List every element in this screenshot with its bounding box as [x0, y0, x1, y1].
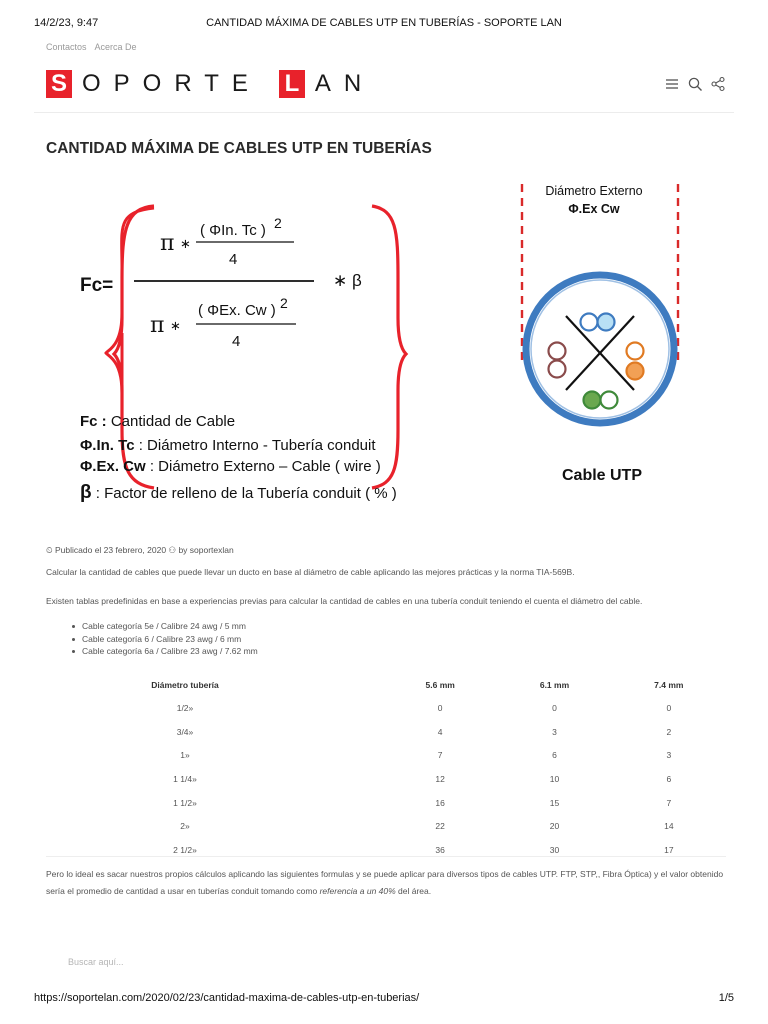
capacity-table: [46, 674, 726, 862]
list-item: Cable categoría 6a / Calibre 23 awg / 7.62 mm: [82, 646, 258, 656]
logo-initial-l: L: [279, 70, 305, 98]
table-cell: 7: [666, 797, 672, 808]
table-header-7-4: 7.4 mm: [654, 680, 684, 690]
conclusion-emphasis: referencia a un 40%: [319, 886, 396, 896]
table-cell: 0: [437, 702, 443, 713]
table-cell: 4: [437, 726, 443, 737]
left-bracket: [106, 208, 154, 393]
table-cell: 20: [549, 821, 560, 832]
numerator-expr: ( ΦIn. Tc ): [200, 222, 266, 239]
table-cell: 22: [435, 821, 445, 832]
table-cell: 3/4»: [176, 726, 194, 737]
table-cell: 10: [549, 773, 560, 784]
table-cell: 0: [666, 702, 672, 713]
menu-icon[interactable]: [664, 76, 680, 92]
table-row: [46, 767, 726, 791]
table-cell: 2»: [180, 821, 190, 832]
logo-word-lan: AN: [314, 70, 375, 97]
right-bracket-arc: [372, 206, 406, 488]
logo-initial-s: S: [46, 70, 72, 98]
share-icon[interactable]: [710, 76, 726, 92]
numerator-divisor: 4: [229, 251, 238, 268]
numerator-exponent: 2: [274, 215, 282, 231]
table-header-diameter: Diámetro tubería: [151, 680, 219, 690]
conclusion-end: del área.: [395, 886, 432, 896]
pair-green-2: [601, 392, 618, 409]
pair-blue-2: [598, 314, 615, 331]
table-cell: 0: [552, 702, 557, 713]
page-title: CANTIDAD MÁXIMA DE CABLES UTP EN TUBERÍAS: [46, 140, 432, 157]
table-cell: 1 1/4»: [173, 773, 197, 784]
post-author[interactable]: by soportexlan: [178, 545, 234, 555]
table-cell: 15: [549, 797, 560, 808]
table-cell: 6: [666, 773, 672, 784]
legend-beta: [80, 482, 397, 503]
table-row: [46, 720, 726, 744]
legend-in-tc-desc: : Diámetro Interno - Tubería conduit: [134, 437, 376, 454]
pair-blue-1: [581, 314, 598, 331]
table-header-5-6: 5.6 mm: [425, 680, 455, 690]
paragraph-conclusion: [46, 866, 726, 900]
table-row: [46, 791, 726, 815]
clock-icon: ⏲: [46, 545, 53, 555]
print-title: CANTIDAD MÁXIMA DE CABLES UTP EN TUBERÍAS - SOPORTE LAN: [206, 17, 562, 29]
table-cell: 2 1/2»: [173, 844, 197, 855]
diameter-label: Diámetro Externo: [545, 184, 643, 198]
list-item: Cable categoría 5e / Calibre 24 awg / 5 mm: [82, 620, 258, 633]
pair-orange-2: [627, 363, 644, 380]
pair-green-1: [584, 392, 601, 409]
table-cell: 6: [552, 750, 557, 761]
legend-beta-symbol: β: [80, 482, 92, 503]
table-cell: 1 1/2»: [173, 797, 197, 808]
table-row: [46, 743, 726, 767]
table-cell: 7: [437, 750, 443, 761]
nav-link-contactos[interactable]: Contactos: [46, 42, 87, 52]
paragraph-intro: Calcular la cantidad de cables que puede llevar un ducto en base al diámetro de cable aplicando las mejores prácticas y la norma TIA-569B.: [46, 567, 575, 577]
list-item: Cable categoría 6 / Calibre 23 awg / 6 mm: [82, 633, 258, 646]
times-bottom: ∗: [170, 318, 181, 333]
table-cell: 16: [435, 797, 445, 808]
post-date: Publicado el 23 febrero, 2020: [55, 545, 167, 555]
table-cell: 30: [549, 844, 560, 855]
post-meta: [46, 545, 234, 556]
table-cell: 1»: [180, 750, 190, 761]
times-top: ∗: [180, 236, 191, 251]
header-divider: [34, 112, 734, 113]
print-url: https://soportelan.com/2020/02/23/cantidad-maxima-de-cables-utp-en-tuberias/: [34, 992, 420, 1004]
cable-list: [82, 620, 258, 658]
table-cell: 17: [664, 844, 674, 855]
legend-ex-cw-symbol: Φ.Ex. Cw: [80, 458, 146, 475]
pair-brown-1: [549, 343, 566, 360]
diameter-symbol: Φ.Ex Cw: [568, 202, 620, 216]
table-bottom-border: [46, 856, 726, 857]
formula-figure: [46, 168, 726, 508]
pair-brown-2: [549, 361, 566, 378]
table-cell: 36: [435, 844, 445, 855]
legend-fc-desc: Cantidad de Cable: [106, 413, 236, 430]
legend-ex-cw: [80, 458, 381, 475]
denominator-expr: ( ΦEx. Cw ): [198, 302, 276, 319]
pi-symbol-bottom: π: [150, 313, 165, 338]
table-cell: 2: [666, 726, 672, 737]
print-date: 14/2/23, 9:47: [34, 17, 99, 29]
legend-in-tc: [80, 437, 376, 454]
fc-label: Fc=: [80, 275, 114, 296]
table-cell: 12: [435, 773, 445, 784]
table-cell: 3: [666, 750, 672, 761]
legend-beta-desc: : Factor de relleno de la Tubería conduit ( % ): [91, 485, 397, 502]
pi-symbol-top: π: [160, 231, 175, 256]
conclusion-text: Pero lo ideal es sacar nuestros propios cálculos aplicando las siguientes formulas y se puede aplicar para diversos tipos de cables UTP. FTP, STP,, Fibra Óptica) y el valor obtenido sería el promedio de cantidad a usar en tuberías conduit tomando como: [46, 869, 724, 896]
pair-orange-1: [627, 343, 644, 360]
header-icons: [664, 76, 726, 92]
legend-fc-symbol: Fc :: [80, 413, 107, 430]
table-cell: 1/2»: [176, 702, 194, 713]
table-row: [46, 696, 726, 720]
table-cell: 14: [664, 821, 674, 832]
table-row: [46, 838, 726, 862]
search-icon[interactable]: [687, 76, 703, 92]
site-logo[interactable]: [46, 70, 374, 98]
denominator-divisor: 4: [232, 333, 241, 350]
legend-ex-cw-desc: : Diámetro Externo – Cable ( wire ): [145, 458, 381, 475]
table-header-6-1: 6.1 mm: [539, 680, 570, 690]
table-header-row: [46, 674, 726, 696]
top-nav: [46, 42, 143, 52]
logo-word-soporte: OPORTE: [82, 70, 261, 97]
legend-fc: [80, 413, 235, 430]
table-cell: 3: [552, 726, 557, 737]
paragraph-tables: Existen tablas predefinidas en base a experiencias previas para calcular la cantidad de cables en una tubería conduit teniendo el cuenta el diámetro del cable.: [46, 596, 643, 606]
user-icon: ⚇: [168, 545, 177, 555]
legend-in-tc-symbol: Φ.In. Tc: [80, 437, 135, 454]
table-row: [46, 814, 726, 838]
cable-utp-label: Cable UTP: [561, 467, 643, 484]
nav-link-acerca-de[interactable]: Acerca De: [94, 42, 137, 52]
beta-multiplier: ∗ β: [333, 271, 362, 290]
denominator-exponent: 2: [280, 295, 288, 311]
print-page-number: 1/5: [718, 992, 734, 1004]
search-input[interactable]: Buscar aquí...: [68, 957, 124, 967]
